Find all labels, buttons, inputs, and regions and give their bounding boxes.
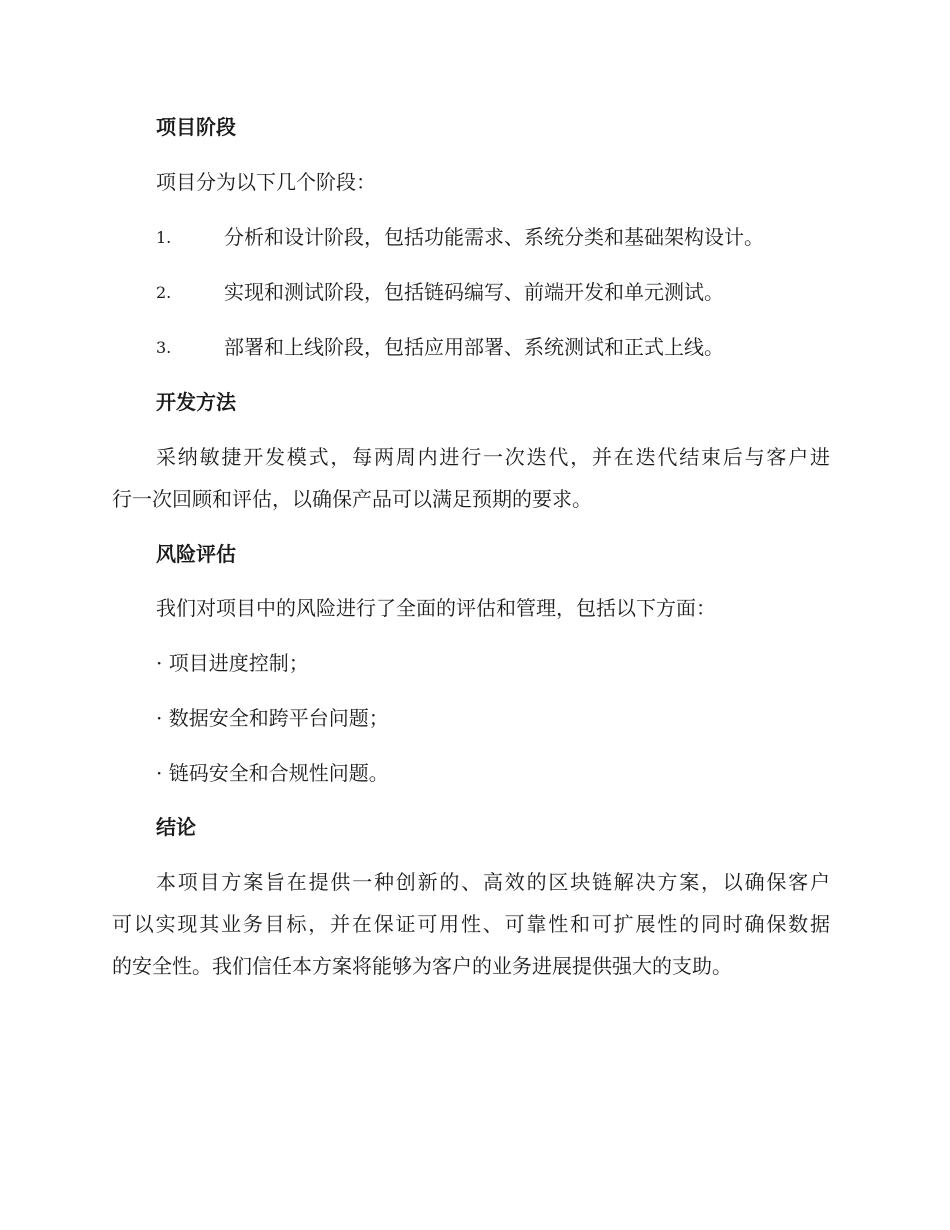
phase-number-3: 3. <box>156 338 172 357</box>
phase-item-2: 实现和测试阶段，包括链码编写、前端开发和单元测试。 <box>224 280 724 304</box>
risk-bullet-text: 链码安全和合规性问题。 <box>168 761 389 785</box>
risk-bullet-text: 项目进度控制； <box>168 651 309 675</box>
heading-conclusion: 结论 <box>156 815 196 839</box>
risk-bullet-item-1 <box>156 649 309 677</box>
method-paragraph-line-1: 采纳敏捷开发模式，每两周内进行一次迭代，并在迭代结束后与客户进 <box>156 445 830 469</box>
conclusion-line-3: 的安全性。我们信任本方案将能够为客户的业务进展提供强大的支助。 <box>112 954 732 978</box>
risk-bullet-item-3 <box>156 759 389 787</box>
phase-item-1: 分析和设计阶段，包括功能需求、系统分类和基础架构设计。 <box>224 225 764 249</box>
conclusion-line-1: 本项目方案旨在提供一种创新的、高效的区块链解决方案，以确保客户 <box>156 870 830 894</box>
risk-bullet-text: 数据安全和跨平台问题； <box>168 706 389 730</box>
bullet-dot: · <box>156 651 163 675</box>
heading-risk-assessment: 风险评估 <box>156 542 236 566</box>
method-paragraph-line-2: 行一次回顾和评估，以确保产品可以满足预期的要求。 <box>112 487 592 511</box>
conclusion-line-2: 可以实现其业务目标，并在保证可用性、可靠性和可扩展性的同时确保数据 <box>112 912 830 936</box>
phase-item-3: 部署和上线阶段，包括应用部署、系统测试和正式上线。 <box>224 335 724 359</box>
heading-dev-method: 开发方法 <box>156 390 236 414</box>
bullet-dot: · <box>156 706 163 730</box>
risk-bullet-item-2 <box>156 704 389 732</box>
phases-intro: 项目分为以下几个阶段： <box>156 170 376 194</box>
phase-number-1: 1. <box>156 228 172 247</box>
bullet-dot: · <box>156 761 163 785</box>
risk-intro: 我们对项目中的风险进行了全面的评估和管理，包括以下方面： <box>156 596 716 620</box>
phase-number-2: 2. <box>156 283 172 302</box>
heading-project-phases: 项目阶段 <box>156 115 236 139</box>
